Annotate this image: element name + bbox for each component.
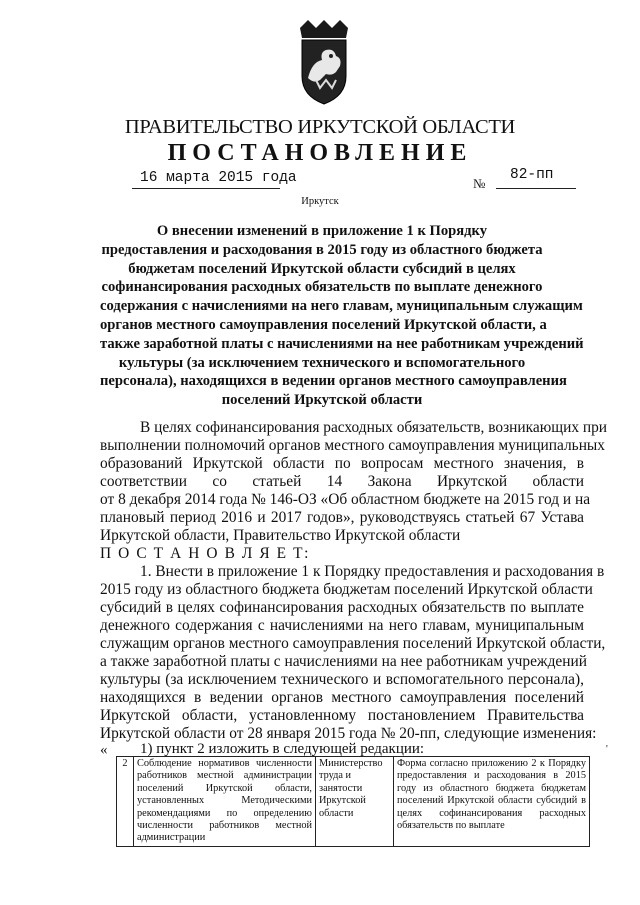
title-line: персонала), находящихся в ведении органов местного самоуправления bbox=[100, 373, 567, 390]
title-line: поселений Иркутской области bbox=[221, 392, 423, 409]
item1-line: 1. Внести в приложение 1 к Порядку предоставления и расходования в bbox=[140, 563, 605, 580]
title-line: также заработной платы с начислениями на нее работникам учреждений bbox=[100, 335, 584, 352]
table-row bbox=[117, 757, 590, 847]
table-cell-ministry: Министерство труда и занятости Иркутской области bbox=[316, 757, 394, 847]
government-name: ПРАВИТЕЛЬСТВО ИРКУТСКОЙ ОБЛАСТИ bbox=[124, 116, 516, 138]
title-line: софинансирования расходных обязательств по выплате денежного bbox=[101, 279, 543, 296]
item1-line: 2015 году из областного бюджета бюджетам поселений Иркутской области bbox=[100, 581, 593, 598]
preamble-line: от 8 декабря 2014 года № 146-ОЗ «Об областном бюджете на 2015 год и на bbox=[100, 491, 591, 508]
document-type: ПОСТАНОВЛЕНИЕ bbox=[167, 140, 473, 166]
preamble-line: Иркутской области, Правительство Иркутской области bbox=[100, 527, 461, 544]
preamble-line: соответствии со статьей 14 Закона Иркутской области bbox=[100, 473, 584, 490]
document-number: 82-пп bbox=[510, 167, 554, 183]
title-line: содержания с начислениями на него главам, муниципальным служащим bbox=[100, 298, 583, 315]
document-date: 16 марта 2015 года bbox=[140, 170, 297, 186]
number-underline bbox=[496, 188, 576, 189]
item1-line: Иркутской области, установленному постановлением Правительства bbox=[100, 707, 584, 724]
amendment-table bbox=[116, 756, 590, 847]
table-cell-form: Форма согласно приложению 2 к Порядку предоставления и расходования в 2015 году из областного бюджета бюджетам поселений Иркутской области субсидий в целях софинансирования расходных обязательств по выплате bbox=[394, 757, 590, 847]
preamble-line: выполнении полномочий органов местного самоуправления муниципальных bbox=[100, 437, 605, 454]
irkutsk-coat-of-arms-icon bbox=[296, 18, 352, 106]
number-sign: № bbox=[473, 176, 486, 191]
date-underline bbox=[132, 188, 280, 189]
item1-line: субсидий в целях софинансирования расходных обязательств по выплате bbox=[100, 599, 584, 616]
preamble-line: образований Иркутской области по вопросам местного значения, в bbox=[100, 455, 584, 472]
table-cell-number: 2 bbox=[117, 757, 134, 847]
preamble-line: В целях софинансирования расходных обязательств, возникающих при bbox=[140, 419, 608, 436]
item1-line: денежного содержания с начислениями на него главам, муниципальным bbox=[100, 617, 584, 634]
item1-line: находящихся в ведении органов местного самоуправления поселений bbox=[100, 689, 584, 706]
title-line: бюджетам поселений Иркутской области субсидий в целях bbox=[128, 260, 516, 277]
item1-line: культуры (за исключением технического и вспомогательного персонала), bbox=[100, 671, 584, 688]
sub-item-1: 1) пункт 2 изложить в следующей редакции: bbox=[140, 741, 425, 757]
table-cell-requirement: Соблюдение нормативов численности работников местной администрации поселений Иркутской области, установленных Методическими рекомендациями по определению численности работников местной администрации bbox=[134, 757, 316, 847]
item1-line: служащим органов местного самоуправления поселений Иркутской области, bbox=[100, 635, 606, 652]
decree-word: П О С Т А Н О В Л Я Е Т: bbox=[100, 545, 311, 562]
city-name: Иркутск bbox=[301, 196, 339, 207]
item1-line: Иркутской области от 28 января 2015 года № 20-пп, следующие изменения: bbox=[100, 725, 597, 742]
opening-quote: « bbox=[100, 742, 108, 758]
title-line: культуры (за исключением технического и вспомогательного bbox=[118, 354, 526, 371]
title-line: О внесении изменений в приложение 1 к Порядку bbox=[156, 223, 488, 239]
title-line: органов местного самоуправления поселений Иркутской области, а bbox=[100, 316, 547, 333]
item1-line: а также заработной платы с начислениями на нее работникам учреждений bbox=[100, 653, 587, 670]
title-line: предоставления и расходования в 2015 году из областного бюджета bbox=[101, 241, 543, 258]
stray-mark: ' bbox=[606, 744, 608, 755]
preamble-line: плановый период 2016 и 2017 годов», руководствуясь статьей 67 Устава bbox=[100, 509, 584, 526]
document-title bbox=[100, 222, 584, 410]
